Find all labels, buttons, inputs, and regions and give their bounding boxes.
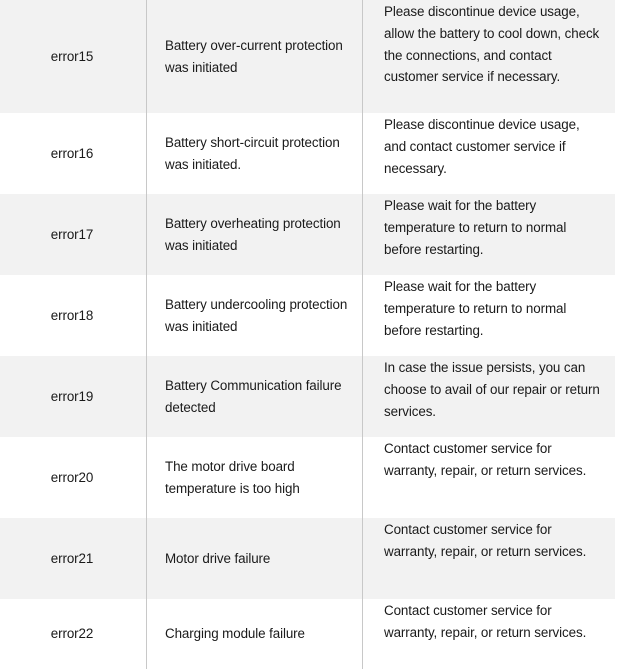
error-code-cell [0, 437, 147, 518]
error-code: error15 [50, 48, 94, 64]
error-code: error21 [50, 550, 94, 566]
table-row [0, 356, 615, 437]
error-code-cell [0, 275, 147, 356]
error-solution-cell [363, 0, 615, 113]
table-row [0, 599, 615, 669]
error-description-cell [147, 437, 363, 518]
error-description-cell [147, 113, 363, 194]
error-solution-cell [363, 599, 615, 669]
error-solution: Please discontinue device usage, and contact customer service if necessary. [384, 117, 580, 176]
error-solution: Please wait for the battery temperature to return to normal before restarting. [384, 279, 567, 338]
error-code-cell [0, 599, 147, 669]
error-solution-cell [363, 437, 615, 518]
error-description-cell [147, 0, 363, 113]
error-description-cell [147, 275, 363, 356]
table-row [0, 113, 615, 194]
error-solution: Contact customer service for warranty, repair, or return services. [384, 441, 587, 478]
error-code: error19 [50, 388, 94, 404]
error-code-cell [0, 194, 147, 275]
error-description: Charging module failure [165, 626, 305, 642]
error-description: Battery overheating protection was initiated [165, 215, 341, 253]
error-solution-cell [363, 275, 615, 356]
error-code: error20 [50, 469, 94, 485]
error-code: error16 [50, 145, 94, 161]
error-description-cell [147, 599, 363, 669]
error-solution: Please discontinue device usage, allow the battery to cool down, check the connections, and contact customer service if necessary. [384, 4, 600, 85]
error-solution: Contact customer service for warranty, repair, or return services. [384, 603, 587, 640]
error-solution-cell [363, 113, 615, 194]
error-description: The motor drive board temperature is too high [165, 458, 300, 496]
error-solution: In case the issue persists, you can choose to avail of our repair or return services. [384, 360, 600, 419]
error-code: error18 [50, 307, 94, 323]
error-solution-cell [363, 194, 615, 275]
error-description: Battery undercooling protection was initiated [165, 296, 348, 334]
table-row [0, 0, 615, 113]
error-description-cell [147, 518, 363, 599]
table-row [0, 275, 615, 356]
error-solution-cell [363, 356, 615, 437]
error-code: error17 [50, 226, 94, 242]
error-code-cell [0, 113, 147, 194]
error-code-cell [0, 518, 147, 599]
error-code-cell [0, 0, 147, 113]
error-description: Battery Communication failure detected [165, 377, 342, 415]
error-description: Battery short-circuit protection was initiated. [165, 134, 340, 172]
error-description-cell [147, 194, 363, 275]
error-description: Battery over-current protection was initiated [165, 37, 343, 75]
table-row [0, 437, 615, 518]
error-code: error22 [50, 626, 94, 642]
table-row [0, 194, 615, 275]
error-code-cell [0, 356, 147, 437]
error-description: Motor drive failure [165, 550, 271, 566]
error-solution-cell [363, 518, 615, 599]
error-solution: Please wait for the battery temperature to return to normal before restarting. [384, 198, 567, 257]
error-description-cell [147, 356, 363, 437]
table-row [0, 518, 615, 599]
error-solution: Contact customer service for warranty, repair, or return services. [384, 522, 587, 559]
